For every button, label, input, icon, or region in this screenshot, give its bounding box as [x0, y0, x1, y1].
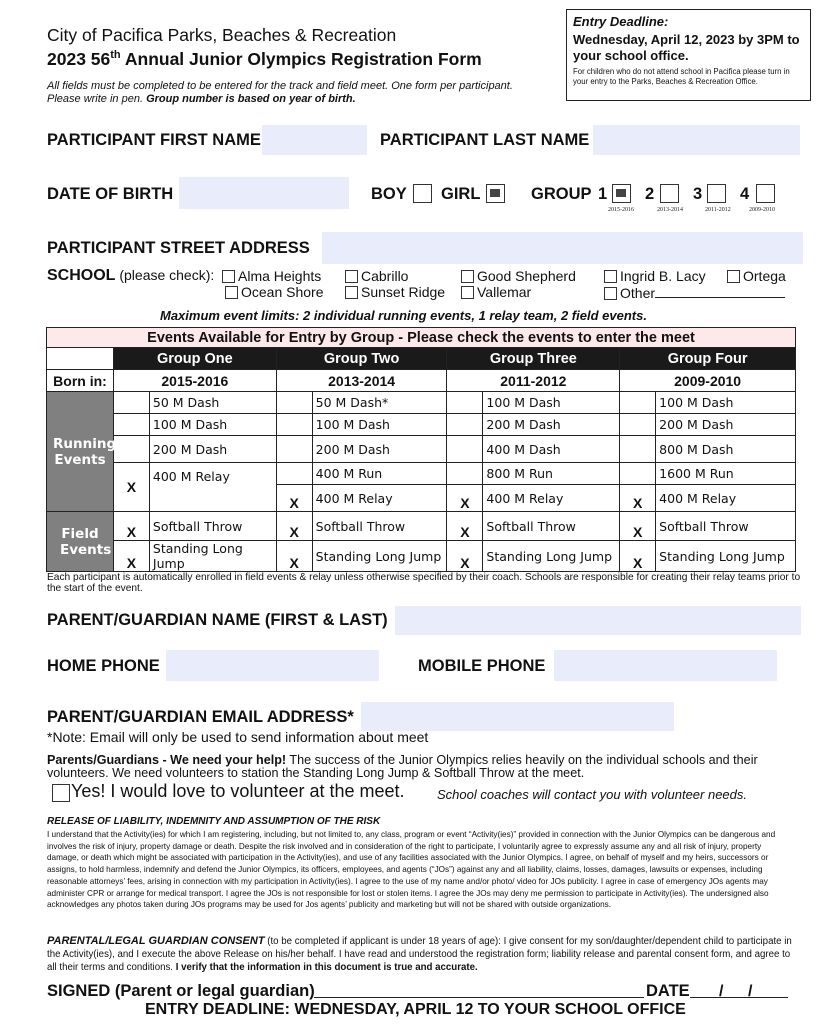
checkbox[interactable]	[345, 270, 358, 283]
event-check[interactable]	[447, 436, 483, 463]
school-label: SCHOOL	[47, 267, 116, 284]
street-label: PARTICIPANT STREET ADDRESS	[47, 239, 310, 257]
event-name: Standing Long Jump	[312, 541, 447, 572]
school-option-good-shepherd[interactable]	[461, 268, 576, 284]
volunteer-body: The success of the Junior Olympics relies heavily on the individual schools and their volunteers. We need volunteers to station the Standing Long Jump & Softball Throw at the meet.	[47, 753, 758, 780]
school-option-other[interactable]	[604, 284, 785, 301]
volunteer-bold: Parents/Guardians - We need your help!	[47, 753, 287, 767]
boy-label: BOY	[371, 185, 407, 203]
school-option-alma-heights[interactable]	[222, 268, 321, 284]
signed-label: SIGNED (Parent or legal guardian)	[47, 982, 315, 1000]
checkbox[interactable]	[727, 270, 740, 283]
event-name: Softball Throw	[656, 512, 796, 541]
relay-mark[interactable]	[276, 485, 312, 512]
group-three-header: Group Three	[447, 348, 620, 370]
volunteer-checkbox[interactable]	[52, 784, 70, 802]
title-part: Annual Junior Olympics Registration Form	[120, 49, 482, 69]
home-phone-label: HOME PHONE	[47, 657, 160, 675]
event-name: 400 M Run	[312, 463, 447, 485]
relay-mark[interactable]	[113, 463, 149, 512]
event-name: Standing Long Jump	[483, 541, 620, 572]
email-note: *Note: Email will only be used to send information about meet	[47, 729, 429, 745]
group-4-number: 4	[740, 185, 750, 203]
school-name: Other	[620, 285, 656, 301]
title-part: 2023 56	[47, 49, 111, 69]
field-mark[interactable]	[447, 541, 483, 572]
checkbox[interactable]	[604, 287, 617, 300]
school-option-vallemar[interactable]	[461, 284, 531, 300]
school-option-cabrillo[interactable]	[345, 268, 408, 284]
school-option-ortega[interactable]	[727, 268, 786, 284]
title-sup: th	[110, 49, 121, 62]
event-name: 100 M Dash	[483, 392, 620, 414]
dob-field[interactable]	[179, 177, 349, 209]
checkbox[interactable]	[604, 270, 617, 283]
girl-label: GIRL	[441, 185, 481, 203]
event-name: Standing Long Jump	[656, 541, 796, 572]
event-name: 400 M Relay	[312, 485, 447, 512]
school-option-sunset-ridge[interactable]	[345, 284, 445, 300]
group-1-number: 1	[598, 185, 608, 203]
school-name: Ortega	[743, 268, 786, 284]
school-row	[47, 267, 214, 285]
group-label: GROUP	[531, 185, 592, 203]
school-name: Alma Heights	[238, 268, 322, 284]
event-name: 50 M Dash*	[312, 392, 447, 414]
instruction-line-2	[47, 93, 567, 106]
event-check[interactable]	[113, 436, 149, 463]
school-name: Vallemar	[477, 284, 532, 300]
x-mark: X	[460, 524, 470, 540]
x-mark: X	[460, 555, 470, 571]
event-name: 400 M Relay	[483, 485, 620, 512]
x-mark: X	[633, 495, 643, 511]
group-four-years: 2009-2010	[620, 370, 796, 392]
field-mark[interactable]	[113, 541, 149, 572]
x-mark: X	[633, 555, 643, 571]
field-events-text: Field Events	[59, 525, 112, 558]
table-note: Each participant is automatically enrolled in field events & relay unless otherwise specified by their coach. Schools are responsible for creating their relay teams prior to the start of the event.	[47, 572, 801, 594]
first-name-field[interactable]	[262, 125, 367, 155]
event-name: 1600 M Run	[656, 463, 796, 485]
event-check[interactable]	[447, 414, 483, 436]
group-one-header: Group One	[113, 348, 276, 370]
deadline-title: Entry Deadline:	[573, 14, 669, 29]
release-title: RELEASE OF LIABILITY, INDEMNITY AND ASSUMPTION OF THE RISK	[47, 816, 381, 827]
field-mark[interactable]	[620, 541, 656, 572]
event-check[interactable]	[447, 392, 483, 414]
instruction-line: All fields must be completed to be entered for the track and field meet. One form per participant.	[47, 80, 513, 92]
consent-text	[47, 935, 795, 974]
event-check[interactable]	[620, 463, 656, 485]
form-instructions	[47, 80, 567, 106]
event-name: 50 M Dash	[149, 392, 276, 414]
event-check[interactable]	[447, 463, 483, 485]
last-name-label: PARTICIPANT LAST NAME	[380, 131, 590, 149]
event-check[interactable]	[276, 392, 312, 414]
school-name: Cabrillo	[361, 268, 409, 284]
instruction-bold: Group number is based on year of birth.	[146, 93, 356, 105]
field-mark[interactable]	[620, 512, 656, 541]
school-name: Ingrid B. Lacy	[620, 268, 706, 284]
city-name: City of Pacifica Parks, Beaches & Recreation	[47, 25, 397, 45]
relay-mark[interactable]	[447, 485, 483, 512]
consent-verify: I verify that the information in this document is true and accurate.	[175, 962, 478, 973]
other-school-line[interactable]	[655, 284, 785, 298]
boy-checkbox[interactable]	[413, 184, 432, 203]
school-name: Ocean Shore	[241, 284, 324, 300]
group-3-number: 3	[693, 185, 703, 203]
parent-name-label: PARENT/GUARDIAN NAME (FIRST & LAST)	[47, 611, 388, 629]
event-name: 800 M Dash	[656, 436, 796, 463]
email-label: PARENT/GUARDIAN EMAIL ADDRESS*	[47, 708, 354, 726]
group-two-years: 2013-2014	[276, 370, 447, 392]
group-3-checkbox[interactable]	[707, 184, 726, 203]
group-1-years: 2015-2016	[608, 207, 634, 213]
event-name: Softball Throw	[149, 512, 276, 541]
event-name: Softball Throw	[483, 512, 620, 541]
group-2-number: 2	[645, 185, 655, 203]
running-events-label	[47, 392, 117, 512]
group-4-years: 2009-2010	[749, 207, 775, 213]
field-mark[interactable]	[447, 512, 483, 541]
group-two-header: Group Two	[276, 348, 447, 370]
first-name-label: PARTICIPANT FIRST NAME	[47, 131, 261, 149]
group-3-years: 2011-2012	[705, 207, 731, 213]
event-check[interactable]	[113, 414, 149, 436]
event-name: 200 M Dash	[656, 414, 796, 436]
event-limits: Maximum event limits: 2 individual running events, 1 relay team, 2 field events.	[160, 308, 647, 323]
event-name: Softball Throw	[312, 512, 447, 541]
school-hint: (please check):	[115, 267, 215, 283]
x-mark: X	[289, 524, 299, 540]
checkbox[interactable]	[461, 286, 474, 299]
deadline-note: For children who do not attend school in Pacifica please turn in your entry to the Parks, Beaches & Recreation Office.	[573, 67, 790, 86]
event-name: 400 M Relay	[149, 463, 276, 512]
x-mark: X	[126, 524, 137, 540]
group-one-years: 2015-2016	[113, 370, 276, 392]
event-check[interactable]	[620, 436, 656, 463]
deadline-date: Wednesday, April 12, 2023 by 3PM to your school office.	[573, 32, 800, 63]
date-line[interactable]	[690, 997, 788, 998]
volunteer-yes-label: Yes! I would love to volunteer at the meet.	[71, 781, 405, 801]
checkbox[interactable]	[461, 270, 474, 283]
group-1-checkbox[interactable]	[612, 184, 631, 203]
x-mark: X	[126, 555, 137, 571]
event-name: 800 M Run	[483, 463, 620, 485]
born-in-label: Born in:	[47, 370, 114, 392]
school-name: Good Shepherd	[477, 268, 576, 284]
event-name: 200 M Dash	[149, 436, 276, 463]
event-name: Standing Long Jump	[149, 541, 276, 572]
event-check[interactable]	[276, 436, 312, 463]
event-check[interactable]	[276, 414, 312, 436]
field-mark[interactable]	[276, 541, 312, 572]
release-body: I understand that the Activity(ies) for which I am registering, including, but not limited to, any class, program or event “Activity(ies)” provided in connection with the Junior Olympics can be dangerous and involves the risk of injury, property damage or death. Despite the risk involved and in consideration of the right to participate, I voluntarily agree to expressly assume any and all risk of injury, property damage, or death which might be associated with participation in the Activity(ies), and use of any facilities associated with the Junior Olympics. I agree, on behalf of myself and my heirs, successors or assigns, to hold harmless, indemnify and defend the Junior Olympics, its officers, employees, and agents (“JOs”) against any and all liability, claims, losses, damages, lawsuits or expenses, including reasonable attorneys’ fees, arising in connection with my participation in Activity(ies). I agree to the use of my name and/or photo/ video for JOs publicity. I agree in case of emergency JOs agents may administer CPR or arrange for medical transport. I agree the JOs is not responsible for lost or stolen items. I agree the JOs may deny me permission to participate in Activity(ies). The undersigned also acknowledges any photos taken during JOs programs may be used for Jos agents’ publicity and marketing but will not be shared with outside organizations.	[47, 830, 776, 910]
group-four-header: Group Four	[620, 348, 796, 370]
field-mark[interactable]	[276, 512, 312, 541]
consent-body: (to be completed if applicant is under 18 years of age): I give consent for my son/daughter/dependent child to participate in the Activity(ies), and I execute the above Release on his/her behalf. I have read and understood the registration form; liability release and parental consent form, and agree to all their terms and conditions.	[47, 936, 792, 973]
checkbox[interactable]	[225, 286, 238, 299]
event-name: 200 M Dash	[312, 436, 447, 463]
dob-label: DATE OF BIRTH	[47, 185, 174, 203]
home-phone-field[interactable]	[166, 650, 379, 681]
event-name: 400 M Relay	[656, 485, 796, 512]
events-table-title: Events Available for Entry by Group - Please check the events to enter the meet	[47, 328, 796, 348]
footer-deadline: ENTRY DEADLINE: WEDNESDAY, APRIL 12 TO YOUR SCHOOL OFFICE	[145, 1001, 686, 1018]
relay-mark[interactable]	[620, 485, 656, 512]
x-mark: X	[289, 555, 299, 571]
event-check[interactable]	[113, 392, 149, 414]
date-label: DATE	[646, 982, 690, 1000]
event-check[interactable]	[620, 392, 656, 414]
volunteer-text	[47, 754, 797, 780]
volunteer-note: School coaches will contact you with volunteer needs.	[437, 787, 748, 802]
last-name-field[interactable]	[593, 125, 800, 155]
event-check[interactable]	[276, 463, 312, 485]
event-name: 100 M Dash	[149, 414, 276, 436]
x-mark: X	[460, 495, 470, 511]
event-check[interactable]	[620, 414, 656, 436]
mobile-phone-field[interactable]	[554, 650, 777, 681]
checkbox[interactable]	[222, 270, 235, 283]
mobile-phone-label: MOBILE PHONE	[418, 657, 546, 675]
street-field[interactable]	[322, 232, 803, 264]
field-events-label	[47, 512, 114, 572]
event-name: 200 M Dash	[483, 414, 620, 436]
events-table	[46, 327, 796, 572]
form-title	[47, 49, 482, 70]
girl-checkbox[interactable]	[486, 184, 505, 203]
date-slash: /	[719, 983, 724, 1000]
date-slash: /	[748, 983, 753, 1000]
event-name: 400 M Dash	[483, 436, 620, 463]
running-events-text: Running Events	[52, 435, 117, 468]
parent-name-field[interactable]	[395, 606, 801, 635]
event-name: 100 M Dash	[656, 392, 796, 414]
event-name: 100 M Dash	[312, 414, 447, 436]
x-mark: X	[633, 524, 643, 540]
group-three-years: 2011-2012	[447, 370, 620, 392]
group-2-checkbox[interactable]	[660, 184, 679, 203]
school-option-ingrid-b-lacy[interactable]	[604, 268, 706, 284]
x-mark: X	[289, 495, 299, 511]
school-name: Sunset Ridge	[361, 284, 446, 300]
group-2-years: 2013-2014	[657, 207, 683, 213]
school-option-ocean-shore[interactable]	[222, 284, 324, 300]
x-mark: X	[126, 479, 137, 495]
signature-line[interactable]	[314, 997, 644, 998]
checkbox[interactable]	[345, 286, 358, 299]
email-field[interactable]	[361, 702, 674, 731]
consent-title: PARENTAL/LEGAL GUARDIAN CONSENT	[47, 935, 265, 947]
field-mark[interactable]	[113, 512, 149, 541]
deadline-box	[566, 9, 811, 101]
group-4-checkbox[interactable]	[756, 184, 775, 203]
instruction-text: Please write in pen.	[47, 93, 147, 105]
